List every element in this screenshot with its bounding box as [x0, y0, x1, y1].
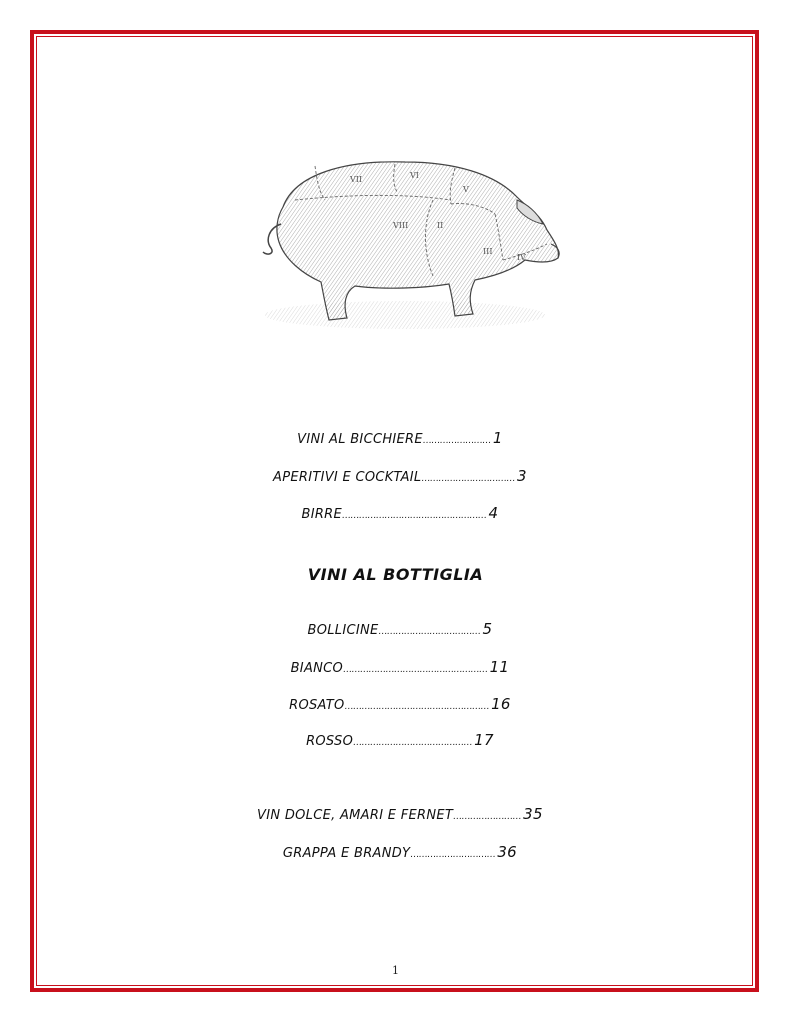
cut-label: III: [483, 247, 493, 256]
cut-label: II: [437, 221, 444, 230]
page-number: 1: [392, 964, 399, 977]
toc-entry-vin-dolce-amari-e-fernet[interactable]: [0, 790, 791, 823]
toc-page: 16: [491, 695, 511, 713]
toc-page: 5: [482, 620, 493, 638]
toc-label: ROSATO: [289, 698, 345, 713]
toc-page: 36: [497, 843, 517, 861]
toc-dots: ……………………………: [421, 474, 515, 484]
toc-entry-grappa-e-brandy[interactable]: [0, 828, 791, 861]
toc-page: 4: [488, 504, 499, 522]
cut-label: VIII: [393, 221, 409, 230]
toc-dots: ……………………………………………: [342, 511, 487, 521]
toc-label: ROSSO: [306, 734, 354, 749]
toc-label: VIN DOLCE, AMARI E FERNET: [257, 808, 454, 823]
cut-label: V: [463, 185, 469, 194]
toc-dots: …………………………: [410, 850, 496, 860]
toc-page: 11: [489, 658, 510, 676]
toc-label: APERITIVI E COCKTAIL: [273, 470, 422, 485]
cut-label: VII: [350, 175, 363, 184]
toc-entry-rosso[interactable]: [0, 716, 791, 749]
toc-label: BOLLICINE: [307, 623, 379, 638]
toc-label: GRAPPA E BRANDY: [282, 846, 411, 861]
toc-entry-bollicine[interactable]: [0, 605, 791, 638]
toc-dots: ………………………………: [378, 627, 481, 637]
toc-entry-aperitivi-e-cocktail[interactable]: [0, 452, 791, 485]
toc-dots: ……………………: [453, 812, 522, 822]
toc-label: BIANCO: [290, 661, 344, 676]
toc-label: BIRRE: [301, 507, 343, 522]
cut-label: VI: [410, 171, 419, 180]
toc-label: VINI AL BICCHIERE: [297, 432, 423, 447]
toc-entry-rosato[interactable]: [0, 680, 791, 713]
toc-page: 17: [474, 731, 494, 749]
toc-dots: ……………………: [422, 436, 491, 446]
toc-page: 3: [516, 467, 527, 485]
toc-entry-birre[interactable]: [0, 489, 791, 522]
toc-page: 35: [523, 805, 543, 823]
pig-icon: [255, 152, 565, 337]
toc-page: 1: [492, 429, 503, 447]
toc-dots: ……………………………………: [353, 738, 473, 748]
toc-dots: ……………………………………………: [343, 665, 488, 675]
section-heading-vini-al-bottiglia: VINI AL BOTTIGLIA: [307, 565, 484, 584]
toc-dots: ……………………………………………: [344, 702, 490, 712]
toc-entry-bianco[interactable]: [0, 643, 791, 676]
toc-entry-vini-al-bicchiere[interactable]: [0, 414, 791, 447]
cut-label: IV: [517, 253, 526, 262]
